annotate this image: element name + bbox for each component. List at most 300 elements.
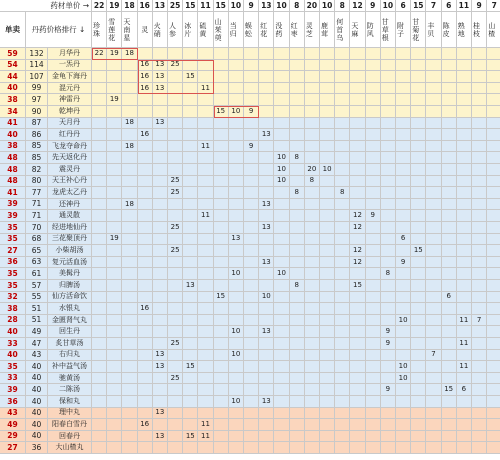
herb-qty-cell [411, 257, 426, 269]
herb-qty-cell: 25 [168, 338, 183, 350]
herb-qty-cell [274, 245, 289, 257]
herb-qty-cell [305, 257, 320, 269]
herb-qty-cell [183, 303, 198, 315]
pill-name-cell: 混元丹 [48, 83, 92, 95]
herb-qty-cell [335, 118, 350, 130]
herb-qty-cell [229, 210, 244, 222]
herb-qty-cell [350, 338, 365, 350]
herb-qty-cell [487, 292, 500, 304]
herb-qty-cell [350, 315, 365, 327]
herb-qty-cell: 13 [153, 71, 168, 83]
herb-qty-cell [107, 280, 122, 292]
herb-qty-cell [274, 60, 289, 72]
herb-qty-cell [198, 94, 213, 106]
herb-qty-cell: 8 [305, 176, 320, 188]
herb-qty-cell [138, 187, 153, 199]
herb-qty-cell [138, 315, 153, 327]
herb-qty-cell [426, 442, 441, 454]
herb-qty-cell [411, 118, 426, 130]
herb-qty-cell [107, 326, 122, 338]
herb-price: 10 [381, 0, 396, 12]
herb-qty-cell [229, 442, 244, 454]
herb-qty-cell [92, 118, 107, 130]
pill-name-cell: 回生丹 [48, 326, 92, 338]
herb-qty-cell [138, 408, 153, 420]
herb-qty-cell [244, 326, 259, 338]
herb-qty-cell [366, 431, 381, 443]
herb-qty-cell [153, 419, 168, 431]
herb-qty-cell [153, 257, 168, 269]
herb-qty-cell [350, 419, 365, 431]
herb-qty-cell [153, 442, 168, 454]
herb-qty-cell [198, 350, 213, 362]
herb-qty-cell [472, 245, 487, 257]
herb-qty-cell: 15 [442, 384, 457, 396]
herb-qty-cell [153, 384, 168, 396]
herb-qty-cell [320, 303, 335, 315]
herb-qty-cell [214, 245, 229, 257]
herb-qty-cell [122, 129, 137, 141]
herb-qty-cell [138, 94, 153, 106]
herb-qty-cell [411, 48, 426, 60]
herb-qty-cell [107, 257, 122, 269]
herb-qty-cell [442, 408, 457, 420]
herb-qty-cell: 12 [350, 245, 365, 257]
herb-qty-cell [290, 71, 305, 83]
herb-qty-cell [198, 315, 213, 327]
herb-qty-cell [290, 384, 305, 396]
herb-qty-cell [320, 396, 335, 408]
herb-qty-cell [274, 199, 289, 211]
herb-qty-cell: 8 [335, 187, 350, 199]
herb-qty-cell [198, 48, 213, 60]
herb-qty-cell [183, 199, 198, 211]
unit-price-cell: 39 [0, 384, 26, 396]
herb-qty-cell [153, 141, 168, 153]
herb-qty-cell [168, 268, 183, 280]
herb-name: 丰贝 [426, 12, 441, 48]
herb-qty-cell [198, 361, 213, 373]
herb-qty-cell [426, 199, 441, 211]
herb-qty-cell [198, 442, 213, 454]
herb-price: 19 [107, 0, 122, 12]
herb-qty-cell: 11 [457, 361, 472, 373]
unit-price-cell: 41 [0, 118, 26, 130]
herb-qty-cell [244, 431, 259, 443]
herb-qty-cell [122, 396, 137, 408]
pill-name-cell: 阳春白雪丹 [48, 419, 92, 431]
herb-qty-cell [138, 373, 153, 385]
herb-qty-cell [214, 94, 229, 106]
herb-qty-cell [168, 350, 183, 362]
herb-qty-cell [290, 431, 305, 443]
unit-price-cell: 32 [0, 292, 26, 304]
herb-qty-cell: 10 [274, 152, 289, 164]
herb-qty-cell: 18 [122, 118, 137, 130]
herb-qty-cell [442, 71, 457, 83]
herb-qty-cell [274, 280, 289, 292]
herb-qty-cell [107, 373, 122, 385]
herb-qty-cell [168, 431, 183, 443]
herb-qty-cell [426, 48, 441, 60]
herb-qty-cell [366, 176, 381, 188]
herb-qty-cell [457, 303, 472, 315]
herb-qty-cell: 9 [381, 384, 396, 396]
herb-qty-cell [92, 268, 107, 280]
herb-qty-cell [244, 350, 259, 362]
herb-qty-cell [138, 350, 153, 362]
herb-qty-cell [411, 106, 426, 118]
herb-qty-cell [335, 234, 350, 246]
herb-qty-cell [183, 384, 198, 396]
herb-qty-cell [442, 431, 457, 443]
herb-qty-cell [138, 442, 153, 454]
herb-qty-cell [320, 326, 335, 338]
pill-price-cell: 82 [26, 164, 48, 176]
herb-qty-cell [411, 373, 426, 385]
herb-qty-cell [183, 222, 198, 234]
herb-qty-cell [411, 268, 426, 280]
herb-qty-cell [138, 152, 153, 164]
herb-qty-cell: 10 [229, 268, 244, 280]
herb-qty-cell [107, 118, 122, 130]
herb-qty-cell [153, 176, 168, 188]
herb-qty-cell [198, 234, 213, 246]
herb-qty-cell [305, 187, 320, 199]
herb-qty-cell [138, 164, 153, 176]
herb-qty-cell [305, 48, 320, 60]
herb-qty-cell [335, 71, 350, 83]
herb-qty-cell [214, 234, 229, 246]
herb-qty-cell [335, 442, 350, 454]
herb-qty-cell [107, 361, 122, 373]
herb-qty-cell [214, 384, 229, 396]
herb-qty-cell [122, 106, 137, 118]
herb-qty-cell [168, 199, 183, 211]
herb-qty-cell [168, 257, 183, 269]
herb-qty-cell [92, 408, 107, 420]
herb-qty-cell [122, 315, 137, 327]
herb-qty-cell [411, 384, 426, 396]
herb-price: 13 [259, 0, 274, 12]
herb-qty-cell [457, 280, 472, 292]
herb-qty-cell [92, 234, 107, 246]
herb-qty-cell [214, 268, 229, 280]
herb-qty-cell [442, 94, 457, 106]
herb-qty-cell [335, 396, 350, 408]
herb-qty-cell [259, 442, 274, 454]
herb-qty-cell [487, 83, 500, 95]
herb-qty-cell [320, 350, 335, 362]
herb-price: 9 [472, 0, 487, 12]
herb-qty-cell: 19 [107, 94, 122, 106]
herb-qty-cell [366, 257, 381, 269]
herb-qty-cell [107, 222, 122, 234]
herb-qty-cell [396, 303, 411, 315]
herb-qty-cell [183, 94, 198, 106]
herb-qty-cell [214, 326, 229, 338]
herb-qty-cell [290, 326, 305, 338]
herb-qty-cell [396, 48, 411, 60]
herb-qty-cell [396, 350, 411, 362]
herb-qty-cell [381, 350, 396, 362]
herb-qty-cell [457, 442, 472, 454]
herb-qty-cell [183, 419, 198, 431]
herb-qty-cell [442, 396, 457, 408]
herb-qty-cell [198, 384, 213, 396]
herb-qty-cell [472, 361, 487, 373]
herb-qty-cell [442, 442, 457, 454]
herb-qty-cell [396, 408, 411, 420]
herb-qty-cell [244, 176, 259, 188]
herb-qty-cell: 9 [244, 106, 259, 118]
herb-qty-cell [472, 152, 487, 164]
herb-qty-cell [411, 60, 426, 72]
herb-qty-cell [320, 71, 335, 83]
herb-qty-cell [198, 280, 213, 292]
herb-price: 10 [229, 0, 244, 12]
herb-qty-cell [442, 326, 457, 338]
herb-qty-cell [198, 257, 213, 269]
herb-qty-cell [214, 315, 229, 327]
herb-qty-cell [168, 396, 183, 408]
herb-qty-cell: 9 [366, 210, 381, 222]
herb-qty-cell [442, 141, 457, 153]
herb-qty-cell [153, 303, 168, 315]
herb-qty-cell [290, 48, 305, 60]
herb-qty-cell [396, 187, 411, 199]
herb-qty-cell [259, 245, 274, 257]
herb-qty-cell [442, 187, 457, 199]
herb-qty-cell [487, 373, 500, 385]
herb-qty-cell [107, 106, 122, 118]
herb-qty-cell [426, 222, 441, 234]
herb-price: 18 [122, 0, 137, 12]
herb-qty-cell [457, 210, 472, 222]
herb-qty-cell [92, 106, 107, 118]
unit-price-cell: 49 [0, 419, 26, 431]
herb-qty-cell [305, 396, 320, 408]
herb-qty-cell [229, 292, 244, 304]
herb-qty-cell [198, 164, 213, 176]
herb-qty-cell [290, 257, 305, 269]
herb-qty-cell [487, 384, 500, 396]
herb-qty-cell [107, 60, 122, 72]
herb-qty-cell [426, 210, 441, 222]
herb-qty-cell [411, 280, 426, 292]
herb-qty-cell [153, 164, 168, 176]
herb-name: 蜈蚣 [244, 12, 259, 48]
herb-qty-cell: 11 [457, 338, 472, 350]
unit-price-cell: 36 [0, 257, 26, 269]
herb-qty-cell [183, 106, 198, 118]
herb-qty-cell [305, 199, 320, 211]
herb-qty-cell [472, 396, 487, 408]
herb-qty-cell: 10 [274, 176, 289, 188]
herb-qty-cell [396, 419, 411, 431]
herb-qty-cell [198, 118, 213, 130]
herb-name: 灵 [138, 12, 153, 48]
herb-qty-cell [229, 164, 244, 176]
herb-qty-cell: 8 [290, 187, 305, 199]
herb-qty-cell: 25 [168, 373, 183, 385]
pill-price-cell: 86 [26, 129, 48, 141]
herb-qty-cell [259, 152, 274, 164]
unit-price-cell: 40 [0, 83, 26, 95]
pill-name-cell: 驰黄汤 [48, 373, 92, 385]
herb-qty-cell [381, 315, 396, 327]
herb-qty-cell [487, 419, 500, 431]
herb-qty-cell: 15 [183, 71, 198, 83]
pill-price-cell: 36 [26, 442, 48, 454]
herb-qty-cell [396, 71, 411, 83]
herb-qty-cell [259, 315, 274, 327]
herb-qty-cell [92, 129, 107, 141]
herb-price: 15 [411, 0, 426, 12]
herb-qty-cell [168, 71, 183, 83]
herb-qty-cell [396, 431, 411, 443]
herb-qty-cell [366, 315, 381, 327]
pill-name-cell: 仙方活命饮 [48, 292, 92, 304]
herb-qty-cell [487, 245, 500, 257]
herb-qty-cell [305, 83, 320, 95]
herb-qty-cell [259, 71, 274, 83]
herb-qty-cell [107, 164, 122, 176]
herb-qty-cell [259, 164, 274, 176]
unit-price-cell: 35 [0, 222, 26, 234]
herb-qty-cell [168, 326, 183, 338]
herb-qty-cell [457, 94, 472, 106]
herb-price: 9 [244, 0, 259, 12]
unit-price-cell: 38 [0, 94, 26, 106]
unit-price-cell: 33 [0, 338, 26, 350]
header-unit-cell: 单卖 [0, 12, 26, 48]
herb-qty-cell [335, 419, 350, 431]
herb-qty-cell: 13 [153, 118, 168, 130]
pill-name-cell: 天月丹 [48, 118, 92, 130]
herb-qty-cell [122, 71, 137, 83]
pill-price-cell: 40 [26, 408, 48, 420]
herb-qty-cell [350, 268, 365, 280]
herb-qty-cell [396, 60, 411, 72]
herb-qty-cell [366, 60, 381, 72]
herb-qty-cell [396, 164, 411, 176]
herb-qty-cell [366, 141, 381, 153]
herb-qty-cell [426, 268, 441, 280]
herb-qty-cell [122, 234, 137, 246]
herb-qty-cell [320, 338, 335, 350]
pill-name-cell: 红丹丹 [48, 129, 92, 141]
herb-qty-cell [107, 141, 122, 153]
herb-qty-cell [335, 129, 350, 141]
herb-qty-cell [366, 268, 381, 280]
herb-qty-cell [244, 245, 259, 257]
herb-qty-cell [244, 210, 259, 222]
herb-qty-cell [305, 234, 320, 246]
unit-price-cell: 34 [0, 106, 26, 118]
herb-qty-cell [244, 48, 259, 60]
unit-price-cell: 33 [0, 373, 26, 385]
herb-qty-cell [457, 164, 472, 176]
herb-qty-cell [457, 71, 472, 83]
herb-qty-cell [487, 118, 500, 130]
herb-qty-cell [457, 408, 472, 420]
herb-qty-cell [274, 222, 289, 234]
herb-qty-cell [457, 350, 472, 362]
herb-qty-cell [274, 94, 289, 106]
herb-qty-cell [138, 361, 153, 373]
herb-qty-cell [457, 152, 472, 164]
herb-qty-cell [487, 408, 500, 420]
herb-qty-cell [411, 315, 426, 327]
herb-qty-cell [381, 245, 396, 257]
herb-qty-cell [426, 396, 441, 408]
herb-qty-cell [229, 419, 244, 431]
herb-qty-cell [320, 176, 335, 188]
herb-qty-cell [426, 106, 441, 118]
herb-qty-cell [183, 292, 198, 304]
pill-name-cell: 通灵散 [48, 210, 92, 222]
herb-qty-cell [381, 234, 396, 246]
herb-qty-cell [138, 338, 153, 350]
herb-qty-cell [183, 326, 198, 338]
herb-name: 熟地 [457, 12, 472, 48]
herb-qty-cell [335, 94, 350, 106]
herb-qty-cell [472, 442, 487, 454]
herb-price: 9 [366, 0, 381, 12]
herb-qty-cell [92, 222, 107, 234]
herb-qty-cell [153, 106, 168, 118]
herb-qty-cell [335, 83, 350, 95]
herb-qty-cell [366, 245, 381, 257]
herb-qty-cell [153, 234, 168, 246]
pill-price-cell: 63 [26, 257, 48, 269]
herb-qty-cell [198, 303, 213, 315]
herb-qty-cell [153, 245, 168, 257]
herb-qty-cell [320, 234, 335, 246]
herb-qty-cell [396, 384, 411, 396]
herb-name: 附子 [396, 12, 411, 48]
herb-qty-cell [259, 419, 274, 431]
herb-qty-cell [122, 152, 137, 164]
herb-qty-cell [411, 141, 426, 153]
pill-name-cell: 小柴胡汤 [48, 245, 92, 257]
unit-price-cell: 39 [0, 199, 26, 211]
herb-qty-cell [320, 315, 335, 327]
herb-qty-cell [153, 280, 168, 292]
herb-qty-cell [426, 373, 441, 385]
herb-price: 8 [335, 0, 350, 12]
herb-qty-cell [244, 384, 259, 396]
herb-qty-cell: 10 [320, 164, 335, 176]
herb-qty-cell [426, 234, 441, 246]
herb-qty-cell [487, 257, 500, 269]
pill-price-cell: 114 [26, 60, 48, 72]
pill-price-cell: 61 [26, 268, 48, 280]
herb-qty-cell [274, 396, 289, 408]
herb-qty-cell [198, 152, 213, 164]
herb-qty-cell [290, 442, 305, 454]
herb-qty-cell [183, 234, 198, 246]
herb-qty-cell [350, 442, 365, 454]
herb-qty-cell [411, 164, 426, 176]
herb-qty-cell [381, 106, 396, 118]
herb-qty-cell [366, 152, 381, 164]
pill-price-cell: 132 [26, 48, 48, 60]
pill-name-cell: 飞龙夺命丹 [48, 141, 92, 153]
herb-qty-cell [122, 373, 137, 385]
herb-qty-cell: 11 [198, 419, 213, 431]
